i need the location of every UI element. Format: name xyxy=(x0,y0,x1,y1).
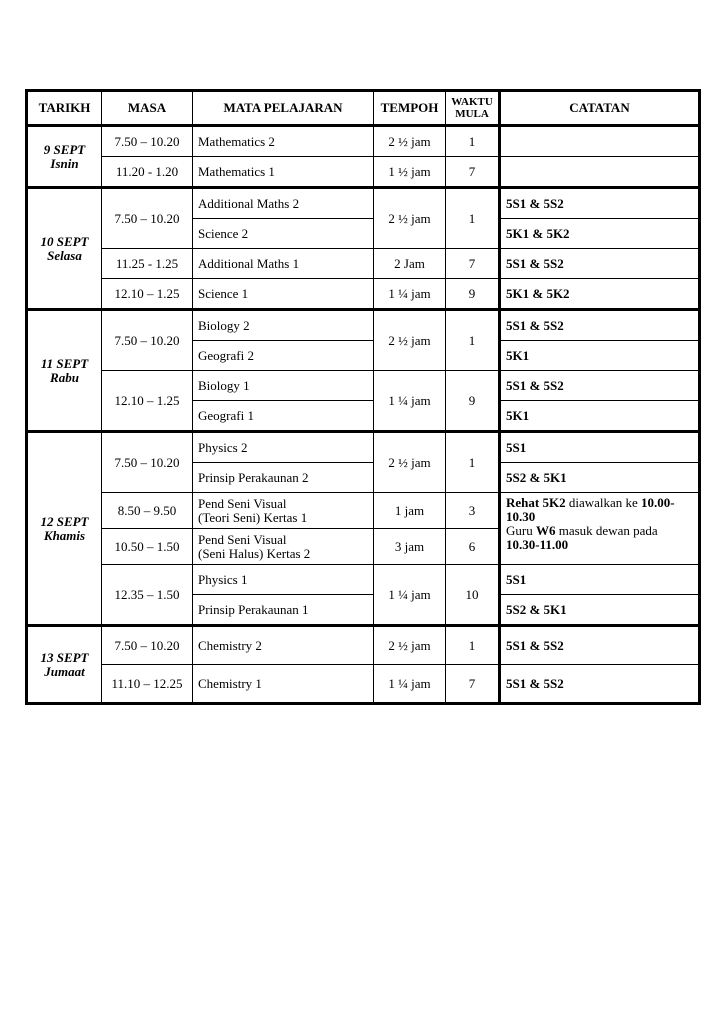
time-cell: 11.25 - 1.25 xyxy=(102,249,193,279)
note-cell: 5S1 xyxy=(500,432,700,463)
header-tempoh: TEMPOH xyxy=(374,91,446,126)
table-row xyxy=(27,310,700,341)
time-cell: 12.35 – 1.50 xyxy=(102,565,193,626)
duration-cell: 1 ½ jam xyxy=(374,157,446,188)
subject-cell: Prinsip Perakaunan 1 xyxy=(193,595,374,626)
subject-cell: Additional Maths 1 xyxy=(193,249,374,279)
note-cell: 5S1 & 5S2 xyxy=(500,665,700,704)
note-cell: Rehat 5K2 diawalkan ke 10.00- 10.30 Guru W6 masuk dewan pada 10.30-11.00 xyxy=(500,493,700,565)
table-row xyxy=(27,188,700,219)
start-period-cell: 1 xyxy=(446,310,500,371)
duration-cell: 2 ½ jam xyxy=(374,310,446,371)
subject-cell: Mathematics 2 xyxy=(193,126,374,157)
subject-cell: Geografi 2 xyxy=(193,341,374,371)
note-cell xyxy=(500,157,700,188)
duration-cell: 2 ½ jam xyxy=(374,626,446,665)
table-row xyxy=(27,371,700,401)
subject-cell: Science 1 xyxy=(193,279,374,310)
table-row xyxy=(27,665,700,704)
time-cell: 12.10 – 1.25 xyxy=(102,279,193,310)
note-cell: 5K1 xyxy=(500,341,700,371)
date-cell: 9 SEPT Isnin xyxy=(27,126,102,188)
exam-schedule xyxy=(25,89,698,705)
time-cell: 10.50 – 1.50 xyxy=(102,529,193,565)
note-cell xyxy=(500,126,700,157)
subject-cell: Mathematics 1 xyxy=(193,157,374,188)
date-cell: 12 SEPT Khamis xyxy=(27,432,102,626)
time-cell: 7.50 – 10.20 xyxy=(102,126,193,157)
duration-cell: 1 jam xyxy=(374,493,446,529)
date-cell: 10 SEPT Selasa xyxy=(27,188,102,310)
header-catatan: CATATAN xyxy=(500,91,700,126)
duration-cell: 2 ½ jam xyxy=(374,188,446,249)
table-row xyxy=(27,157,700,188)
note-cell: 5S1 & 5S2 xyxy=(500,310,700,341)
start-period-cell: 9 xyxy=(446,371,500,432)
exam-timetable xyxy=(25,89,701,705)
subject-cell: Chemistry 2 xyxy=(193,626,374,665)
date-cell: 13 SEPT Jumaat xyxy=(27,626,102,704)
note-cell: 5S1 & 5S2 xyxy=(500,188,700,219)
note-cell: 5K1 & 5K2 xyxy=(500,279,700,310)
day-group xyxy=(27,310,700,432)
start-period-cell: 1 xyxy=(446,626,500,665)
duration-cell: 2 ½ jam xyxy=(374,432,446,493)
note-cell: 5K1 & 5K2 xyxy=(500,219,700,249)
table-row xyxy=(27,432,700,463)
duration-cell: 1 ¼ jam xyxy=(374,665,446,704)
duration-cell: 1 ¼ jam xyxy=(374,371,446,432)
table-row xyxy=(27,249,700,279)
note-cell: 5S2 & 5K1 xyxy=(500,595,700,626)
subject-cell: Physics 2 xyxy=(193,432,374,463)
day-group xyxy=(27,126,700,188)
start-period-cell: 1 xyxy=(446,432,500,493)
subject-cell: Biology 2 xyxy=(193,310,374,341)
subject-cell: Prinsip Perakaunan 2 xyxy=(193,463,374,493)
time-cell: 12.10 – 1.25 xyxy=(102,371,193,432)
note-cell: 5S1 & 5S2 xyxy=(500,626,700,665)
subject-cell: Biology 1 xyxy=(193,371,374,401)
subject-cell: Chemistry 1 xyxy=(193,665,374,704)
time-cell: 11.10 – 12.25 xyxy=(102,665,193,704)
subject-cell: Physics 1 xyxy=(193,565,374,595)
subject-cell: Geografi 1 xyxy=(193,401,374,432)
table-row xyxy=(27,279,700,310)
table-row xyxy=(27,565,700,595)
duration-cell: 2 Jam xyxy=(374,249,446,279)
day-group xyxy=(27,432,700,626)
start-period-cell: 9 xyxy=(446,279,500,310)
start-period-cell: 10 xyxy=(446,565,500,626)
duration-cell: 2 ½ jam xyxy=(374,126,446,157)
time-cell: 7.50 – 10.20 xyxy=(102,310,193,371)
time-cell: 7.50 – 10.20 xyxy=(102,188,193,249)
header-mata-pelajaran: MATA PELAJARAN xyxy=(193,91,374,126)
table-row xyxy=(27,126,700,157)
start-period-cell: 3 xyxy=(446,493,500,529)
start-period-cell: 7 xyxy=(446,249,500,279)
note-cell: 5S1 xyxy=(500,565,700,595)
start-period-cell: 7 xyxy=(446,665,500,704)
subject-cell: Pend Seni Visual (Seni Halus) Kertas 2 xyxy=(193,529,374,565)
time-cell: 8.50 – 9.50 xyxy=(102,493,193,529)
note-cell: 5K1 xyxy=(500,401,700,432)
start-period-cell: 7 xyxy=(446,157,500,188)
day-group xyxy=(27,188,700,310)
start-period-cell: 6 xyxy=(446,529,500,565)
day-group xyxy=(27,626,700,704)
duration-cell: 1 ¼ jam xyxy=(374,565,446,626)
header-waktu-mula: WAKTU MULA xyxy=(446,91,500,126)
note-cell: 5S1 & 5S2 xyxy=(500,249,700,279)
header-tarikh: TARIKH xyxy=(27,91,102,126)
subject-cell: Pend Seni Visual (Teori Seni) Kertas 1 xyxy=(193,493,374,529)
duration-cell: 3 jam xyxy=(374,529,446,565)
subject-cell: Additional Maths 2 xyxy=(193,188,374,219)
header-masa: MASA xyxy=(102,91,193,126)
time-cell: 7.50 – 10.20 xyxy=(102,432,193,493)
date-cell: 11 SEPT Rabu xyxy=(27,310,102,432)
start-period-cell: 1 xyxy=(446,188,500,249)
header-row xyxy=(27,91,700,126)
start-period-cell: 1 xyxy=(446,126,500,157)
duration-cell: 1 ¼ jam xyxy=(374,279,446,310)
time-cell: 11.20 - 1.20 xyxy=(102,157,193,188)
note-cell: 5S1 & 5S2 xyxy=(500,371,700,401)
table-row xyxy=(27,626,700,665)
time-cell: 7.50 – 10.20 xyxy=(102,626,193,665)
note-cell: 5S2 & 5K1 xyxy=(500,463,700,493)
subject-cell: Science 2 xyxy=(193,219,374,249)
table-row xyxy=(27,493,700,529)
